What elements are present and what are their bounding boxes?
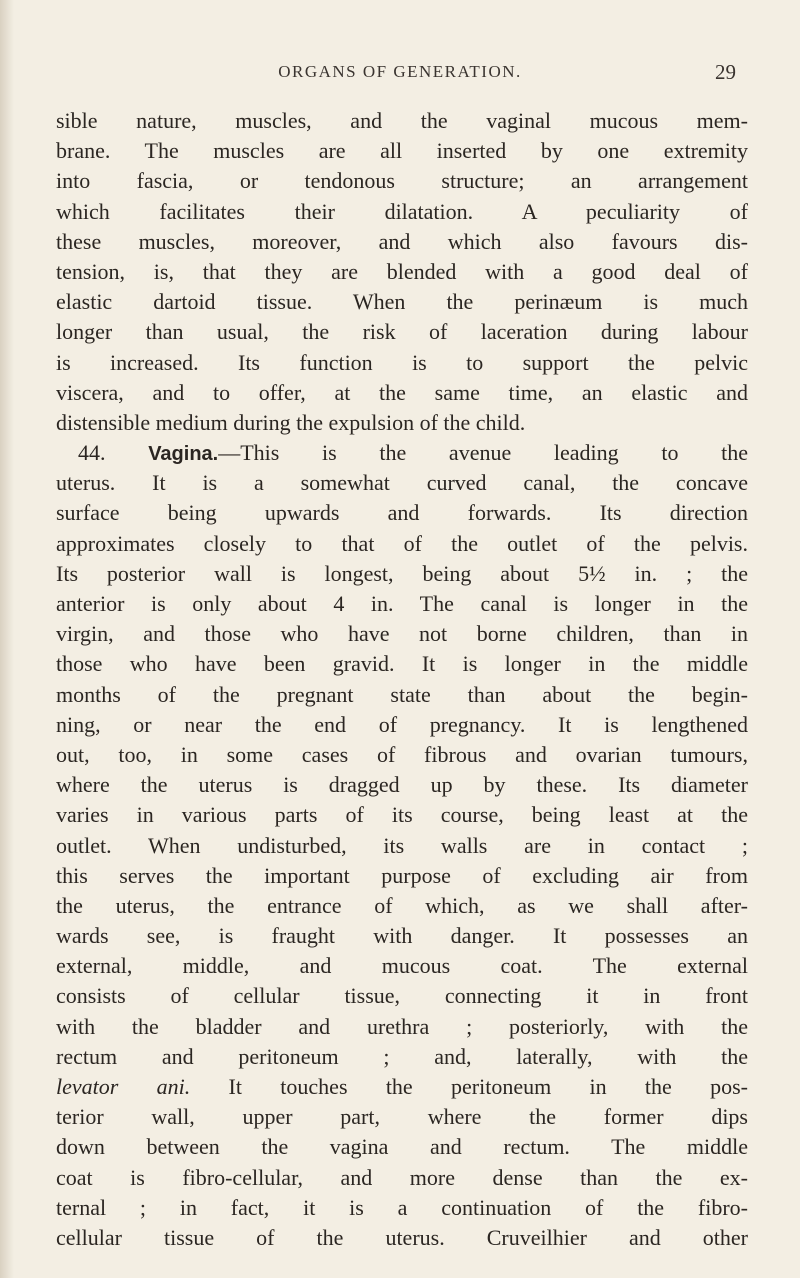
text-line: ning, or near the end of pregnancy. It is lengthened — [56, 711, 748, 737]
page-number: 29 — [715, 60, 736, 84]
text-line: coat is fibro-cellular, and more dense than the ex- — [56, 1164, 748, 1190]
text-line: those who have been gravid. It is longer in the middle — [56, 651, 748, 677]
italic-term: levator ani. — [56, 1074, 191, 1099]
body-text — [56, 106, 748, 1253]
text-line: consists of cellular tissue, connecting it in front — [56, 983, 748, 1009]
text-line: elastic dartoid tissue. When the perinæum is much — [56, 289, 748, 315]
text-line: longer than usual, the risk of laceration during labour — [56, 319, 748, 345]
text-line: this serves the important purpose of excluding air from — [56, 862, 748, 888]
text-line-fragment: It touches the peritoneum in the pos- — [190, 1074, 748, 1099]
text-line: uterus. It is a somewhat curved canal, the concave — [56, 470, 748, 496]
text-line: the uterus, the entrance of which, as we shall after- — [56, 892, 748, 918]
text-line-fragment: —This is the avenue leading to the — [218, 440, 749, 466]
text-line: Its posterior wall is longest, being about 5½ in. ; the — [56, 560, 748, 586]
text-line-mixed — [56, 1072, 748, 1102]
text-line: down between the vagina and rectum. The middle — [56, 1134, 748, 1160]
text-line: these muscles, moreover, and which also favours dis- — [56, 228, 748, 254]
text-line: viscera, and to offer, at the same time, an elastic and — [56, 379, 748, 405]
text-line: virgin, and those who have not borne children, than in — [56, 621, 748, 647]
text-line: cellular tissue of the uterus. Cruveilhier and other — [56, 1224, 748, 1250]
text-line: approximates closely to that of the outlet of the pelvis. — [56, 530, 748, 556]
text-line: with the bladder and urethra ; posteriorly, with the — [56, 1013, 748, 1039]
text-line: is increased. Its function is to support the pelvic — [56, 349, 748, 375]
page-header — [0, 62, 800, 92]
text-line: varies in various parts of its course, being least at the — [56, 802, 748, 828]
section-first-line — [56, 438, 748, 468]
text-line: wards see, is fraught with danger. It possesses an — [56, 923, 748, 949]
text-line: ternal ; in fact, it is a continuation of the fibro- — [56, 1194, 748, 1220]
text-line: months of the pregnant state than about the begin- — [56, 681, 748, 707]
section-number: 44. — [78, 440, 106, 466]
running-head: ORGANS OF GENERATION. — [278, 62, 522, 81]
text-line: surface being upwards and forwards. Its direction — [56, 500, 748, 526]
text-line: terior wall, upper part, where the former dips — [56, 1104, 748, 1130]
section-heading: Vagina. — [148, 443, 219, 466]
text-line: out, too, in some cases of fibrous and ovarian tumours, — [56, 741, 748, 767]
text-line: sible nature, muscles, and the vaginal mucous mem- — [56, 108, 748, 133]
text-line: which facilitates their dilatation. A peculiarity of — [56, 198, 748, 224]
text-line: distensible medium during the expulsion of the child. — [56, 409, 526, 435]
text-line: rectum and peritoneum ; and, laterally, with the — [56, 1043, 748, 1069]
text-line: into fascia, or tendonous structure; an arrangement — [56, 168, 748, 194]
text-line: outlet. When undisturbed, its walls are in contact ; — [56, 832, 748, 858]
text-line: brane. The muscles are all inserted by one extremity — [56, 138, 748, 164]
page-gutter-shadow — [0, 0, 14, 1278]
text-line: where the uterus is dragged up by these. Its diameter — [56, 772, 748, 798]
text-line: external, middle, and mucous coat. The external — [56, 953, 748, 979]
text-line: tension, is, that they are blended with a good deal of — [56, 258, 748, 284]
text-line: anterior is only about 4 in. The canal is longer in the — [56, 591, 748, 616]
